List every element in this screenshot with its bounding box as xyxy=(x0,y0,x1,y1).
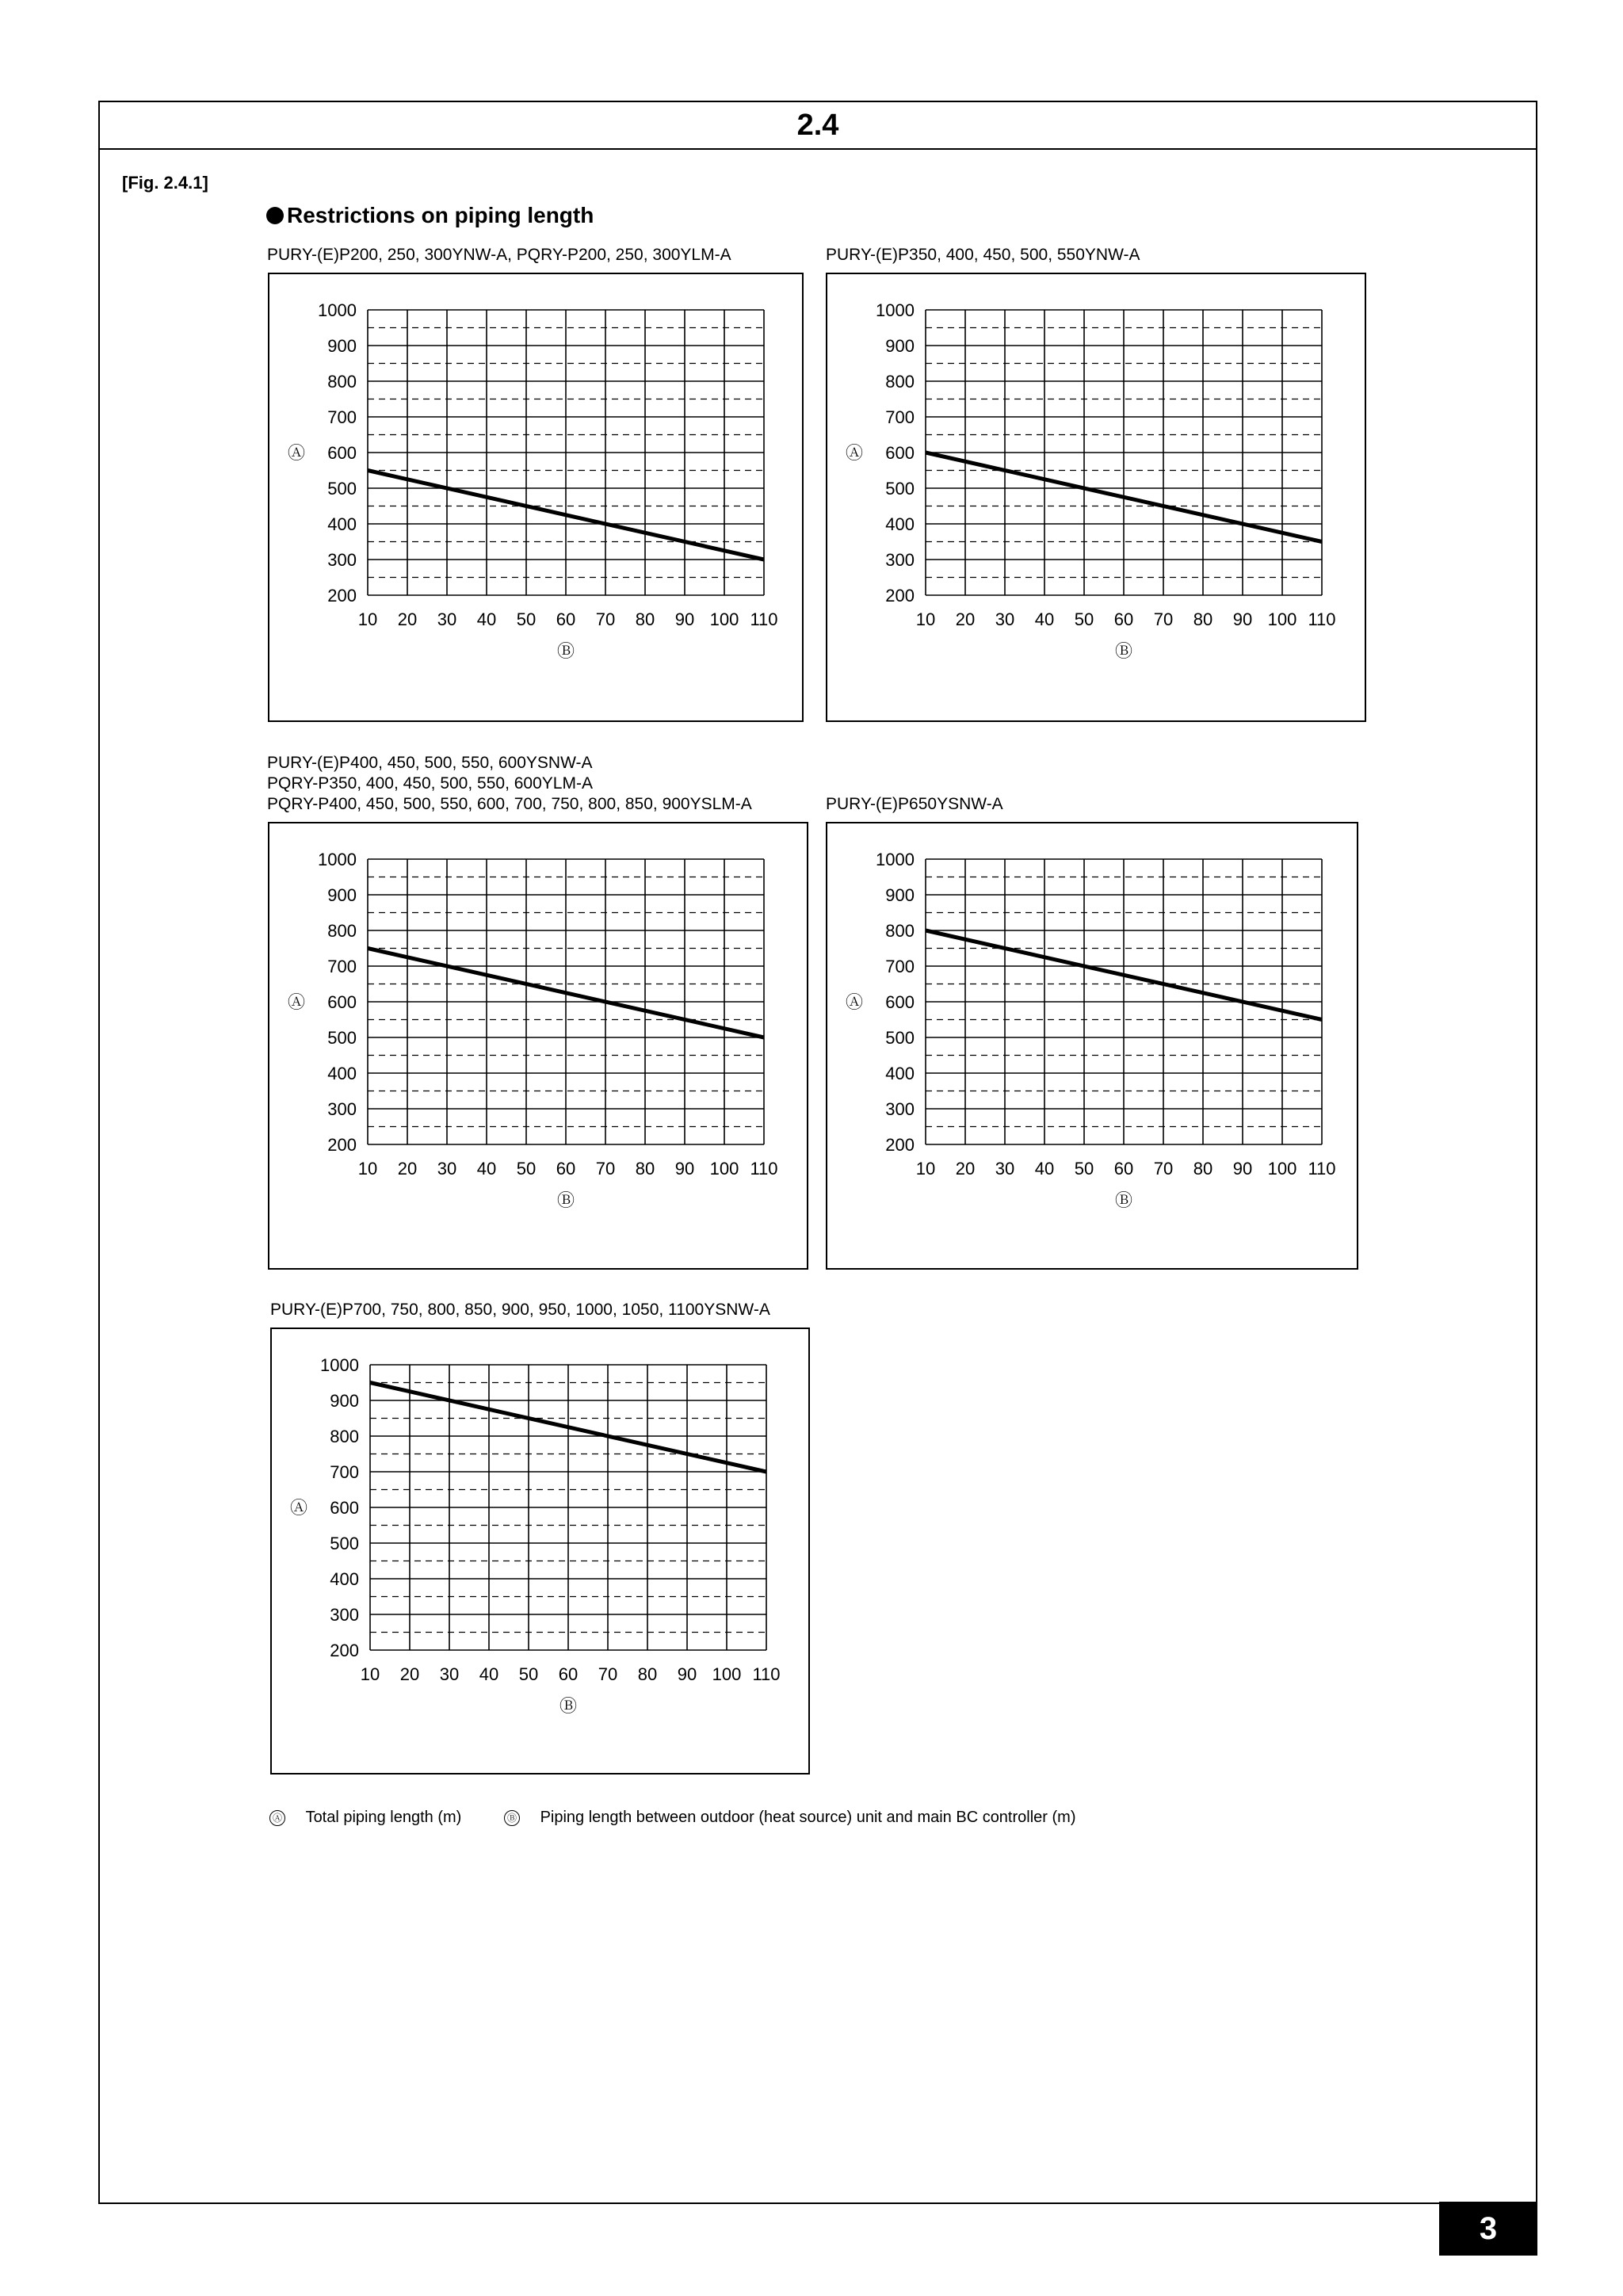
y-tick-label: 500 xyxy=(327,1028,357,1048)
chart-caption: PURY-(E)P400, 450, 500, 550, 600YSNW-A PQRY-P350, 400, 450, 500, 550, 600YLM-A PQRY-P400, 450, 500, 550, 600, 700, 750, 800, 850, 900YSLM-A xyxy=(267,754,752,813)
x-tick-label: 80 xyxy=(635,1159,655,1179)
x-tick-label: 70 xyxy=(595,1159,616,1179)
x-tick-label: 40 xyxy=(476,1159,497,1179)
y-tick-label: 500 xyxy=(327,479,357,499)
y-tick-label: 1000 xyxy=(876,850,915,869)
legend-b-marker: Ⓑ xyxy=(504,1810,520,1826)
y-tick-label: 400 xyxy=(885,1064,915,1083)
y-tick-label: 700 xyxy=(327,957,357,976)
y-tick-label: 1000 xyxy=(318,850,357,869)
y-tick-label: 500 xyxy=(330,1534,359,1553)
y-axis-label: Ⓐ xyxy=(289,1499,308,1519)
y-tick-label: 900 xyxy=(885,885,915,905)
x-tick-label: 90 xyxy=(1232,609,1253,629)
y-tick-label: 800 xyxy=(885,372,915,392)
legend-a-label: Total piping length (m) xyxy=(305,1809,462,1826)
x-tick-label: 20 xyxy=(955,1159,976,1179)
x-axis-label: Ⓑ xyxy=(556,642,575,662)
page-heading xyxy=(266,203,594,228)
bullet-icon xyxy=(266,207,284,224)
section-header xyxy=(100,102,1536,150)
x-axis-label: Ⓑ xyxy=(1114,1191,1133,1211)
y-tick-label: 700 xyxy=(327,407,357,427)
chart-panel xyxy=(826,822,1358,1270)
x-tick-label: 50 xyxy=(516,609,537,629)
x-tick-label: 60 xyxy=(1113,1159,1134,1179)
x-tick-label: 80 xyxy=(635,609,655,629)
x-axis-label: Ⓑ xyxy=(559,1697,578,1717)
y-tick-label: 1000 xyxy=(318,300,357,320)
y-tick-label: 200 xyxy=(885,1135,915,1155)
chart-svg xyxy=(269,823,810,1271)
x-tick-label: 90 xyxy=(677,1664,697,1684)
chart-svg xyxy=(827,823,1360,1271)
x-tick-label: 100 xyxy=(1267,1159,1297,1179)
chart-panel xyxy=(270,1328,810,1775)
x-tick-label: 30 xyxy=(995,609,1015,629)
y-axis-label: Ⓐ xyxy=(287,993,306,1013)
y-tick-label: 300 xyxy=(327,550,357,570)
y-tick-label: 1000 xyxy=(876,300,915,320)
y-tick-label: 800 xyxy=(330,1427,359,1446)
x-tick-label: 10 xyxy=(915,609,936,629)
legend-a-marker: Ⓐ xyxy=(269,1810,285,1826)
x-tick-label: 20 xyxy=(397,609,418,629)
x-tick-label: 10 xyxy=(357,609,378,629)
x-tick-label: 60 xyxy=(556,609,576,629)
y-tick-label: 300 xyxy=(885,1099,915,1119)
chart-caption: PURY-(E)P700, 750, 800, 850, 900, 950, 1000, 1050, 1100YSNW-A xyxy=(270,1301,770,1319)
y-tick-label: 700 xyxy=(885,407,915,427)
y-tick-label: 700 xyxy=(330,1462,359,1482)
y-tick-label: 200 xyxy=(327,1135,357,1155)
x-axis-label: Ⓑ xyxy=(1114,642,1133,662)
x-tick-label: 80 xyxy=(1193,1159,1213,1179)
x-tick-label: 90 xyxy=(1232,1159,1253,1179)
chart-panel xyxy=(268,822,808,1270)
x-tick-label: 60 xyxy=(1113,609,1134,629)
x-tick-label: 100 xyxy=(709,609,739,629)
x-tick-label: 40 xyxy=(476,609,497,629)
x-tick-label: 110 xyxy=(750,1159,778,1179)
y-tick-label: 400 xyxy=(330,1569,359,1589)
y-tick-label: 600 xyxy=(885,443,915,463)
y-axis-label: Ⓐ xyxy=(287,444,306,464)
chart-panel xyxy=(826,273,1366,722)
y-tick-label: 300 xyxy=(885,550,915,570)
x-tick-label: 100 xyxy=(709,1159,739,1179)
y-tick-label: 200 xyxy=(327,586,357,606)
x-tick-label: 20 xyxy=(955,609,976,629)
x-tick-label: 10 xyxy=(357,1159,378,1179)
x-tick-label: 50 xyxy=(1074,1159,1094,1179)
x-tick-label: 70 xyxy=(595,609,616,629)
y-tick-label: 400 xyxy=(885,514,915,534)
y-tick-label: 200 xyxy=(330,1641,359,1660)
page-number: 3 xyxy=(1439,2202,1537,2256)
x-tick-label: 90 xyxy=(674,1159,695,1179)
y-axis-label: Ⓐ xyxy=(845,993,864,1013)
x-tick-label: 110 xyxy=(752,1664,781,1684)
y-tick-label: 500 xyxy=(885,1028,915,1048)
y-tick-label: 600 xyxy=(330,1498,359,1518)
heading-text: Restrictions on piping length xyxy=(287,203,594,227)
chart-svg xyxy=(272,1329,812,1776)
y-tick-label: 300 xyxy=(330,1605,359,1625)
y-tick-label: 900 xyxy=(885,336,915,356)
section-title: 2.4 xyxy=(796,109,839,142)
y-tick-label: 800 xyxy=(327,372,357,392)
x-tick-label: 10 xyxy=(360,1664,380,1684)
x-tick-label: 70 xyxy=(598,1664,618,1684)
y-tick-label: 200 xyxy=(885,586,915,606)
y-axis-label: Ⓐ xyxy=(845,444,864,464)
x-tick-label: 110 xyxy=(1308,609,1336,629)
x-tick-label: 30 xyxy=(437,609,457,629)
x-tick-label: 10 xyxy=(915,1159,936,1179)
x-tick-label: 70 xyxy=(1153,1159,1174,1179)
x-tick-label: 110 xyxy=(750,609,778,629)
x-tick-label: 80 xyxy=(637,1664,658,1684)
x-tick-label: 30 xyxy=(995,1159,1015,1179)
y-tick-label: 400 xyxy=(327,1064,357,1083)
x-tick-label: 40 xyxy=(1034,1159,1055,1179)
y-tick-label: 800 xyxy=(885,921,915,941)
x-tick-label: 20 xyxy=(399,1664,420,1684)
chart-caption: PURY-(E)P200, 250, 300YNW-A, PQRY-P200, 250, 300YLM-A xyxy=(267,246,731,264)
chart-svg xyxy=(269,274,805,724)
x-tick-label: 20 xyxy=(397,1159,418,1179)
x-tick-label: 100 xyxy=(712,1664,742,1684)
y-tick-label: 900 xyxy=(330,1391,359,1411)
x-tick-label: 40 xyxy=(1034,609,1055,629)
x-tick-label: 30 xyxy=(437,1159,457,1179)
y-tick-label: 800 xyxy=(327,921,357,941)
x-tick-label: 60 xyxy=(556,1159,576,1179)
x-tick-label: 40 xyxy=(479,1664,499,1684)
x-tick-label: 80 xyxy=(1193,609,1213,629)
y-tick-label: 300 xyxy=(327,1099,357,1119)
y-tick-label: 900 xyxy=(327,336,357,356)
legend-b-label: Piping length between outdoor (heat source) unit and main BC controller (m) xyxy=(540,1809,1076,1826)
chart-caption: PURY-(E)P350, 400, 450, 500, 550YNW-A xyxy=(826,246,1140,264)
y-tick-label: 600 xyxy=(885,992,915,1012)
x-tick-label: 50 xyxy=(1074,609,1094,629)
x-tick-label: 90 xyxy=(674,609,695,629)
x-tick-label: 30 xyxy=(439,1664,460,1684)
chart-caption: PURY-(E)P650YSNW-A xyxy=(826,795,1003,813)
y-tick-label: 500 xyxy=(885,479,915,499)
y-tick-label: 600 xyxy=(327,443,357,463)
y-tick-label: 900 xyxy=(327,885,357,905)
x-tick-label: 110 xyxy=(1308,1159,1336,1179)
chart-svg xyxy=(827,274,1368,724)
y-tick-label: 700 xyxy=(885,957,915,976)
x-axis-label: Ⓑ xyxy=(556,1191,575,1211)
x-tick-label: 60 xyxy=(558,1664,579,1684)
y-tick-label: 600 xyxy=(327,992,357,1012)
x-tick-label: 70 xyxy=(1153,609,1174,629)
chart-panel xyxy=(268,273,804,722)
x-tick-label: 50 xyxy=(516,1159,537,1179)
y-tick-label: 400 xyxy=(327,514,357,534)
legend xyxy=(269,1809,461,1827)
legend xyxy=(504,1809,1075,1827)
figure-label: [Fig. 2.4.1] xyxy=(122,173,208,193)
x-tick-label: 50 xyxy=(518,1664,539,1684)
y-tick-label: 1000 xyxy=(320,1355,359,1375)
x-tick-label: 100 xyxy=(1267,609,1297,629)
